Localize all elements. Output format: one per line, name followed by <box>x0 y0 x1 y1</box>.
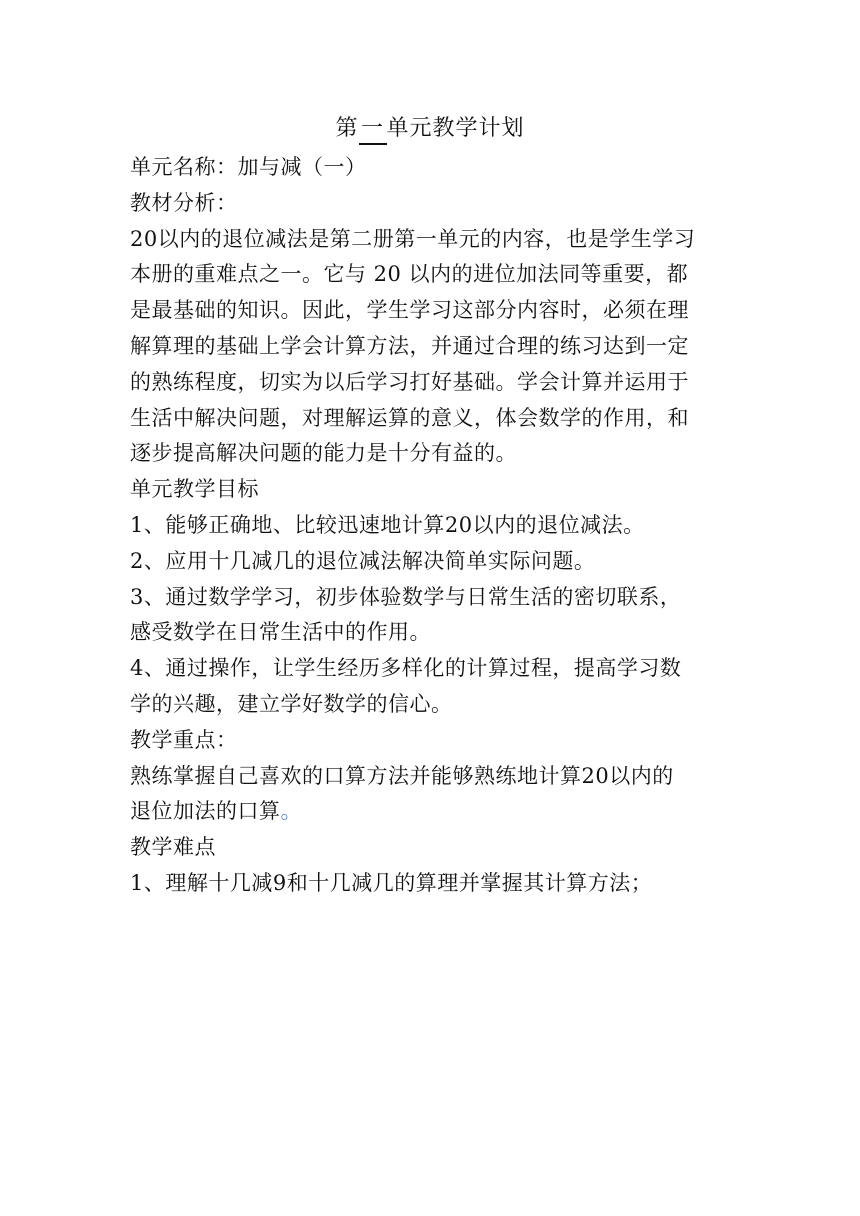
goal-item-line: 3、通过数学学习，初步体验数学与日常生活的密切联系， <box>130 584 682 609</box>
key-points-text: 退位加法的口算 <box>130 799 281 824</box>
goal-item: 2、应用十几减几的退位减法解决简单实际问题。 <box>130 548 596 573</box>
goal-item <box>130 580 732 652</box>
key-points-line: 熟练掌握自己喜欢的口算方法并能够熟练地计算20以内的 <box>130 763 674 788</box>
key-points-line <box>130 794 732 830</box>
analysis-line: 的熟练程度，切实为以后学习打好基础。学会计算并运用于 <box>130 369 689 394</box>
analysis-heading: 教材分析： <box>130 190 238 215</box>
goals-heading: 单元教学目标 <box>130 477 259 502</box>
goal-item-line: 学的兴趣，建立学好数学的信心。 <box>130 691 453 716</box>
key-points-heading: 教学重点： <box>130 727 238 752</box>
analysis-line: 20以内的退位减法是第二册第一单元的内容，也是学生学习 <box>130 226 696 251</box>
unit-name: 单元名称：加与减（一） <box>130 155 367 179</box>
analysis-line: 是最基础的知识。因此，学生学习这部分内容时，必须在理 <box>130 298 689 323</box>
difficulty-item: 1、理解十几减9和十几减几的算理并掌握其计算方法； <box>130 870 653 895</box>
analysis-line: 解算理的基础上学会计算方法，并通过合理的练习达到一定 <box>130 333 689 358</box>
difficulties-heading: 教学难点 <box>130 835 216 860</box>
analysis-line: 本册的重难点之一。它与 20 以内的进位加法同等重要，都 <box>130 262 689 287</box>
analysis-line: 逐步提高解决问题的能力是十分有益的。 <box>130 441 517 466</box>
key-points-end-mark: 。 <box>280 799 302 824</box>
page-title <box>0 111 860 147</box>
title-blank: 一 <box>359 115 387 145</box>
document-body <box>130 150 732 902</box>
goal-item-line: 感受数学在日常生活中的作用。 <box>130 620 431 645</box>
analysis-line: 生活中解决问题，对理解运算的意义，体会数学的作用，和 <box>130 405 689 430</box>
title-suffix: 单元教学计划 <box>386 116 525 141</box>
goal-item-line: 4、通过操作，让学生经历多样化的计算过程，提高学习数 <box>130 656 682 681</box>
goal-item: 1、能够正确地、比较迅速地计算20以内的退位减法。 <box>130 512 645 537</box>
goal-item <box>130 651 732 723</box>
title-prefix: 第 <box>335 116 359 141</box>
